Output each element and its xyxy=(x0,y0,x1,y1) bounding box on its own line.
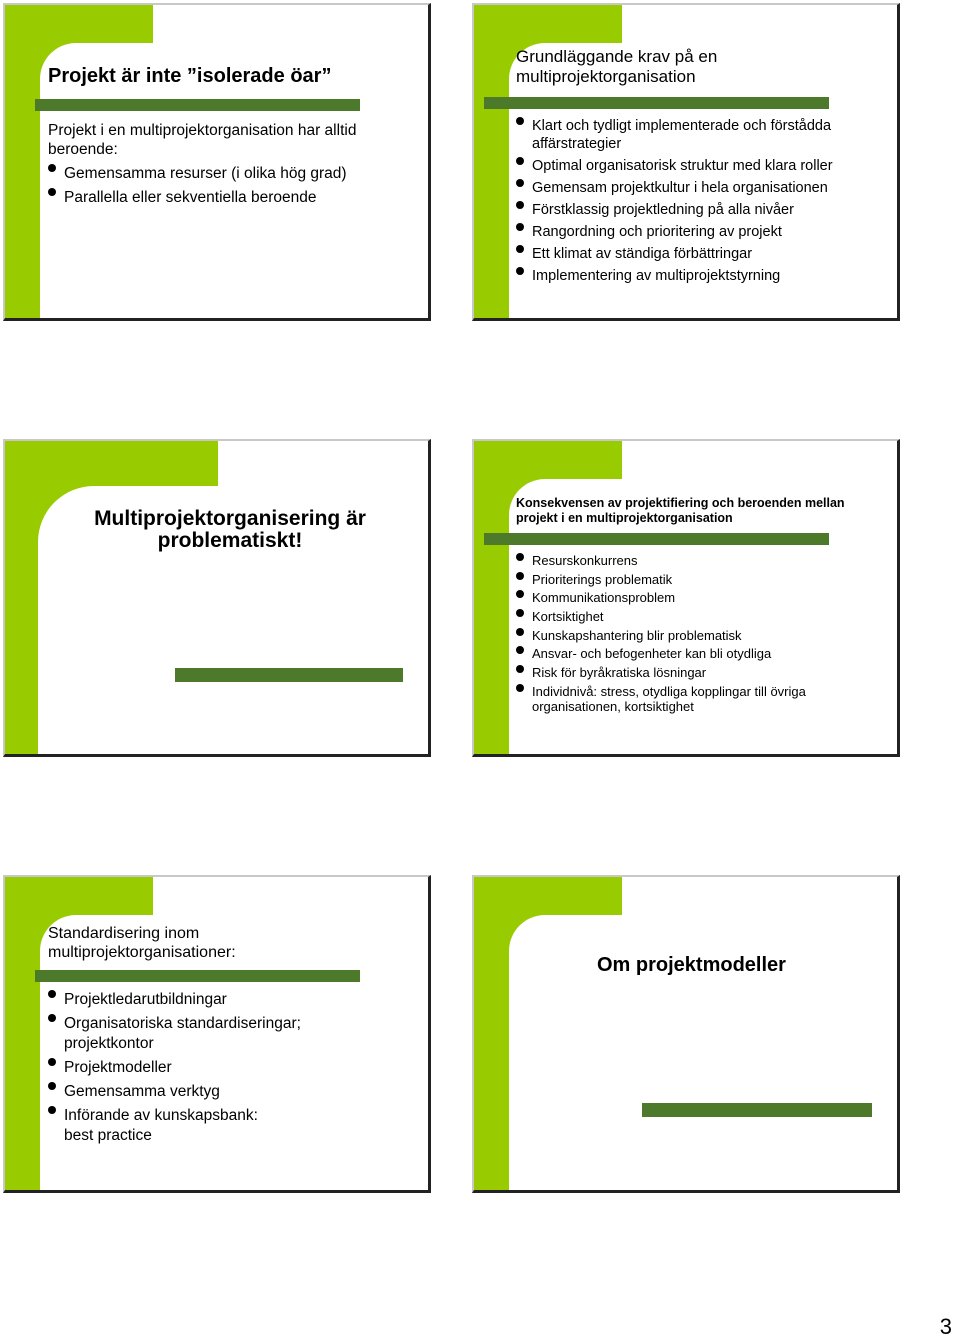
list-item: Ett klimat av ständiga förbättringar xyxy=(516,245,886,263)
slide-5 xyxy=(3,875,431,1193)
list-item: Kommunikationsproblem xyxy=(516,590,886,606)
slide-1 xyxy=(3,3,431,321)
title-underline xyxy=(642,1103,872,1117)
list-item: Parallella eller sekventiella beroende xyxy=(48,188,408,208)
list-item: Resurskonkurrens xyxy=(516,553,886,569)
slide-title: Grundläggande krav på en multiprojektorganisation xyxy=(516,47,718,86)
slide-3 xyxy=(3,439,431,757)
bullet-list xyxy=(516,117,886,285)
slide-title: Konsekvensen av projektifiering och beroenden mellan projekt i en multiprojektorganisation xyxy=(516,496,845,525)
slide-4 xyxy=(472,439,900,757)
list-item: Individnivå: stress, otydliga kopplingar till övriga organisationen, kortsiktighet xyxy=(516,684,886,715)
list-item: Risk för byråkratiska lösningar xyxy=(516,665,886,681)
title-underline xyxy=(175,668,403,682)
title-underline xyxy=(484,533,829,545)
list-item: Prioriterings problematik xyxy=(516,572,886,588)
title-underline xyxy=(35,970,360,982)
slide-2 xyxy=(472,3,900,321)
list-item: Införande av kunskapsbank: best practice xyxy=(48,1106,284,1146)
list-item: Förstklassig projektledning på alla nivåer xyxy=(516,201,886,219)
list-item: Ansvar- och befogenheter kan bli otydliga xyxy=(516,646,886,662)
title-underline xyxy=(484,97,829,109)
title-underline xyxy=(35,99,360,111)
intro-text: Projekt i en multiprojektorganisation har alltid beroende: xyxy=(48,122,357,158)
slide-title: Projekt är inte ”isolerade öar” xyxy=(48,65,332,87)
bullet-list xyxy=(516,553,886,715)
bullet-list xyxy=(48,164,408,208)
list-item: Gemensam projektkultur i hela organisationen xyxy=(516,179,886,197)
list-item: Gemensamma resurser (i olika hög grad) xyxy=(48,164,408,184)
list-item: Projektmodeller xyxy=(48,1058,348,1078)
list-item: Rangordning och prioritering av projekt xyxy=(516,223,886,241)
slide-title: Multiprojektorganisering är problematiskt! xyxy=(94,507,366,552)
list-item: Projektledarutbildningar xyxy=(48,990,348,1010)
list-item: Gemensamma verktyg xyxy=(48,1082,348,1102)
list-item: Klart och tydligt implementerade och förstådda affärstrategier xyxy=(516,117,886,153)
slide-title: Standardisering inom multiprojektorganisationer: xyxy=(48,925,236,961)
list-item: Organisatoriska standardiseringar; projektkontor xyxy=(48,1014,348,1054)
list-item: Optimal organisatorisk struktur med klara roller xyxy=(516,157,886,175)
list-item: Implementering av multiprojektstyrning xyxy=(516,267,886,285)
list-item: Kunskapshantering blir problematisk xyxy=(516,628,886,644)
page-number: 3 xyxy=(939,1314,952,1339)
slide-6 xyxy=(472,875,900,1193)
list-item: Kortsiktighet xyxy=(516,609,886,625)
slide-title: Om projektmodeller xyxy=(597,954,786,976)
bullet-list xyxy=(48,990,348,1146)
